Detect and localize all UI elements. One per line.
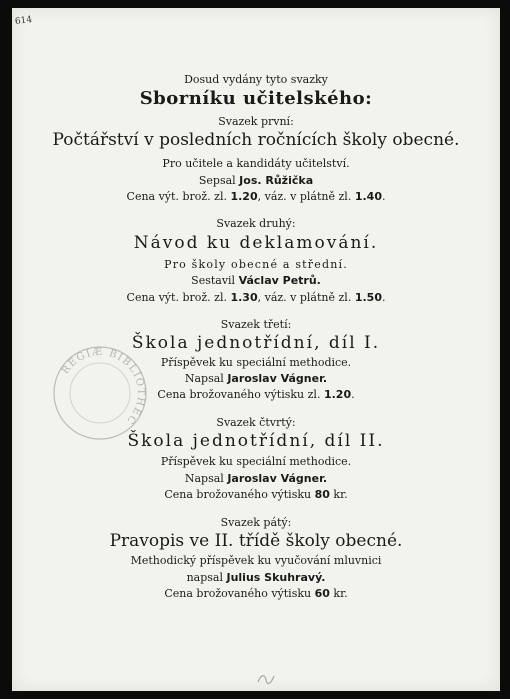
volume-5-author-name: Julius Skuhravý.: [226, 571, 326, 584]
price-text: Cena brožovaného výtisku: [164, 587, 312, 600]
volume-2-price: [12, 292, 500, 303]
stamp-text: REGIÆ BIBLIOTHEC: [59, 346, 147, 427]
volume-2-author-prefix: Sestavil: [191, 274, 236, 287]
price-value: 80: [314, 488, 330, 501]
price-text: .: [351, 388, 355, 401]
volume-1-label: Svazek první:: [218, 115, 294, 128]
volume-4-author-prefix: Napsal: [184, 472, 224, 485]
volume-1-price: [12, 191, 500, 202]
price-text: , váz. v plátně zl.: [257, 190, 352, 203]
price-value: 1.20: [323, 388, 352, 401]
volume-2-author: [12, 275, 500, 286]
volume-2-subtitle: Pro školy obecné a střední.: [164, 258, 348, 271]
volume-5-title: Pravopis ve II. třídě školy obecné.: [109, 531, 403, 551]
volume-4-author-name: Jaroslav Vágner.: [227, 472, 328, 485]
volume-3-author: [12, 373, 500, 384]
volume-3-price: [12, 389, 500, 400]
volume-5-subtitle: Methodický příspěvek ku vyučování mluvnici: [130, 554, 382, 567]
handwritten-page-number: 614: [14, 14, 33, 28]
volume-4-label: Svazek čtvrtý:: [216, 416, 296, 429]
volume-1-author-name: Jos. Růžička: [239, 174, 314, 187]
volume-4-price: [12, 489, 500, 500]
volume-2-label: Svazek druhý:: [216, 217, 296, 230]
volume-3-label: Svazek třetí:: [220, 318, 292, 331]
volume-2-author-name: Václav Petrů.: [238, 274, 321, 287]
price-text: Cena výt. brož. zl.: [126, 190, 227, 203]
volume-3-author-name: Jaroslav Vágner.: [227, 372, 328, 385]
price-value: 1.30: [230, 291, 258, 304]
price-text: Cena brožovaného výtisku zl.: [157, 388, 321, 401]
price-text: Cena brožovaného výtisku: [164, 488, 312, 501]
price-value: 60: [314, 587, 330, 600]
volume-2-title: Návod ku deklamování.: [133, 233, 379, 253]
price-text: .: [381, 190, 386, 203]
price-text: kr.: [329, 587, 348, 600]
price-text: Cena výt. brož. zl.: [126, 291, 227, 304]
volume-1-author-prefix: Sepsal: [198, 174, 236, 187]
volume-5-label: Svazek pátý:: [220, 516, 292, 529]
volume-3-title: Škola jednotřídní, díl I.: [131, 333, 381, 353]
bottom-ink-mark-icon: [255, 670, 277, 686]
volume-1-author: [12, 175, 500, 186]
volume-5-author: [12, 572, 500, 583]
volume-1-subtitle: Pro učitele a kandidáty učitelství.: [162, 157, 350, 170]
intro-line: Dosud vydány tyto svazky: [184, 73, 328, 86]
volume-5-price: [12, 588, 500, 599]
price-text: , váz. v plátně zl.: [257, 291, 352, 304]
document-page: [12, 8, 500, 691]
volume-3-subtitle: Příspěvek ku speciální methodice.: [160, 356, 352, 369]
volume-4-author: [12, 473, 500, 484]
volume-1-title: Počtářství v posledních ročnících školy obecné.: [52, 130, 460, 150]
series-title: Sborníku učitelského:: [139, 88, 373, 109]
price-value: 1.50: [354, 291, 382, 304]
volume-5-author-prefix: napsal: [186, 571, 223, 584]
price-text: .: [381, 291, 386, 304]
price-value: 1.40: [354, 190, 382, 203]
price-text: kr.: [329, 488, 348, 501]
volume-3-author-prefix: Napsal: [184, 372, 224, 385]
price-value: 1.20: [230, 190, 258, 203]
volume-4-subtitle: Příspěvek ku speciální methodice.: [160, 455, 352, 468]
volume-4-title: Škola jednotřídní, díl II.: [127, 431, 385, 451]
